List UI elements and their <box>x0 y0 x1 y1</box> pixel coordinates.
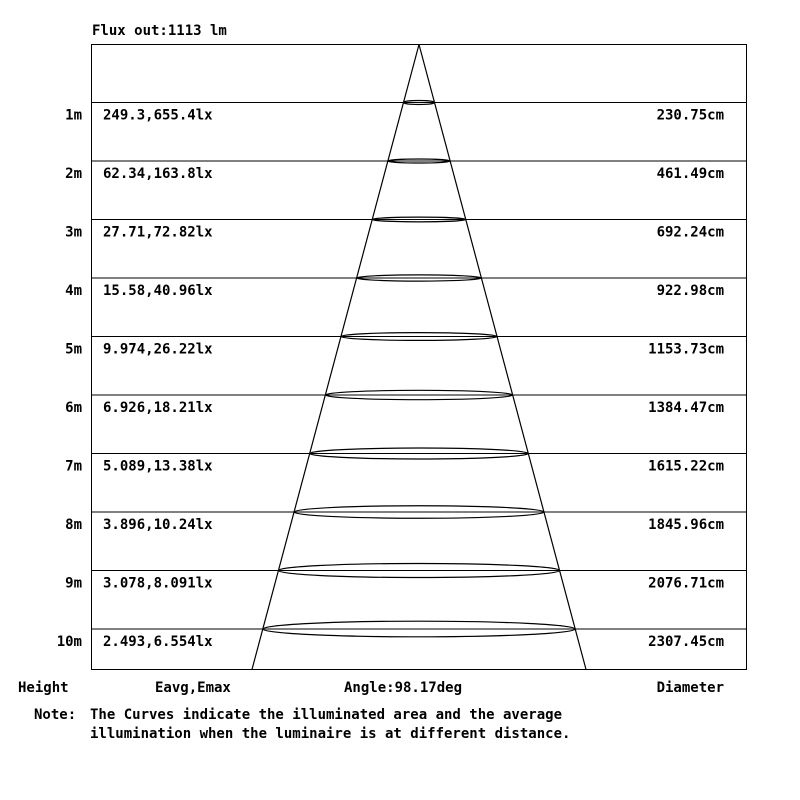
note-prefix: Note: <box>34 707 77 723</box>
diameter-value: 692.24cm <box>656 224 724 241</box>
height-label: 4m <box>65 283 82 299</box>
diameter-value: 461.49cm <box>656 166 724 182</box>
illuminance-column-label: Eavg,Emax <box>155 680 231 696</box>
height-label: 6m <box>65 400 82 416</box>
row-labels <box>57 108 724 651</box>
illumination-ellipses <box>263 101 575 637</box>
height-label: 8m <box>65 517 82 533</box>
diameter-column-label: Diameter <box>656 680 724 696</box>
height-label: 5m <box>65 341 82 358</box>
diameter-value: 1615.22cm <box>648 458 724 475</box>
diameter-value: 230.75cm <box>656 107 724 124</box>
flux-title: Flux out:1113 lm <box>92 23 227 39</box>
note-line-2: illumination when the luminaire is at different distance. <box>90 726 571 742</box>
illuminance-value: 15.58,40.96lx <box>103 283 213 299</box>
illuminance-value: 249.3,655.4lx <box>103 107 213 124</box>
illuminance-value: 5.089,13.38lx <box>103 458 213 475</box>
height-label: 7m <box>65 458 82 475</box>
illuminance-value: 3.078,8.091lx <box>103 575 213 592</box>
illuminance-value: 6.926,18.21lx <box>103 400 213 416</box>
illuminance-value: 62.34,163.8lx <box>103 166 213 182</box>
height-label: 10m <box>56 634 82 650</box>
diameter-value: 922.98cm <box>656 283 724 299</box>
illuminance-value: 3.896,10.24lx <box>103 517 213 533</box>
note-line-1: The Curves indicate the illuminated area and the average <box>90 707 563 723</box>
diameter-value: 1845.96cm <box>648 517 724 533</box>
diameter-value: 1153.73cm <box>648 341 724 358</box>
diameter-value: 2076.71cm <box>648 575 724 592</box>
height-label: 2m <box>65 166 82 182</box>
height-label: 3m <box>65 224 82 241</box>
diameter-value: 1384.47cm <box>648 400 724 416</box>
illuminance-value: 9.974,26.22lx <box>103 341 213 358</box>
height-column-label: Height <box>18 680 69 696</box>
light-cone <box>252 45 586 670</box>
illuminance-value: 2.493,6.554lx <box>103 634 213 650</box>
height-label: 1m <box>65 107 82 124</box>
angle-label: Angle:98.17deg <box>344 680 463 696</box>
diameter-value: 2307.45cm <box>648 634 724 650</box>
illuminance-value: 27.71,72.82lx <box>103 224 213 241</box>
height-label: 9m <box>65 575 82 592</box>
